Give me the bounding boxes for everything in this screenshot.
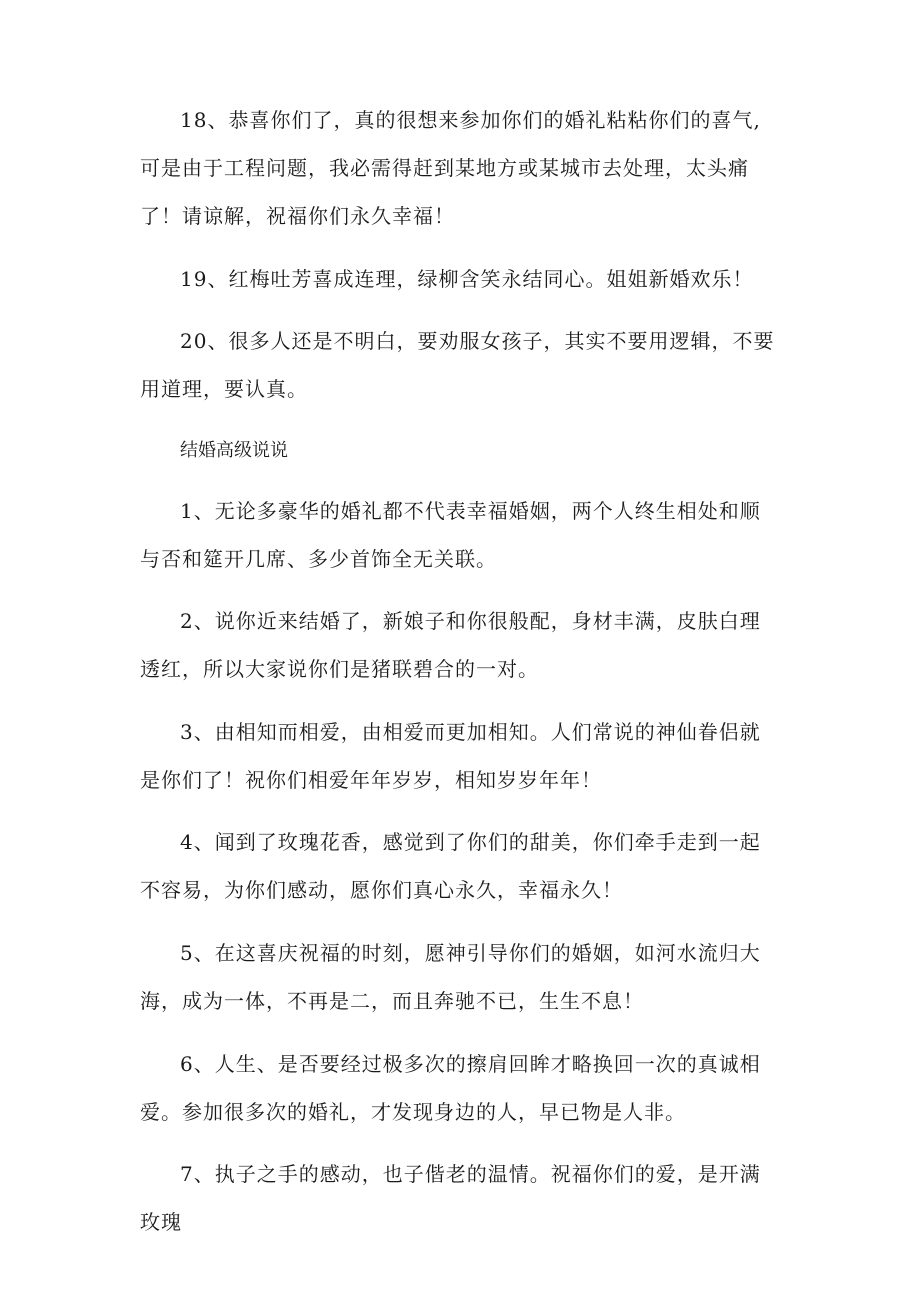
paragraph-4: 4、闻到了玫瑰花香，感觉到了你们的甜美，你们牵手走到一起不容易，为你们感动，愿你们真心永久，幸福永久！ xyxy=(140,830,761,902)
paragraph-19: 19、红梅吐芳喜成连理，绿柳含笑永结同心。姐姐新婚欢乐！ xyxy=(180,267,754,291)
paragraph-7: 7、执子之手的感动，也子偕老的温情。祝福你们的爱，是开满玫瑰 xyxy=(140,1162,761,1234)
paragraph-18: 18、恭喜你们了，真的很想来参加你们的婚礼粘粘你们的喜气,可是由于工程问题，我必需得赶到某地方或某城市去处理，太头痛了！请谅解，祝福你们永久幸福！ xyxy=(140,108,761,228)
section-heading: 结婚高级说说 xyxy=(180,440,288,461)
paragraph-6: 6、人生、是否要经过极多次的擦肩回眸才略换回一次的真诚相爱。参加很多次的婚礼，才发现身边的人，早已物是人非。 xyxy=(140,1052,761,1124)
paragraph-1: 1、无论多豪华的婚礼都不代表幸福婚姻，两个人终生相处和顺与否和筵开几席、多少首饰全无关联。 xyxy=(140,499,761,571)
paragraph-5: 5、在这喜庆祝福的时刻，愿神引导你们的婚姻，如河水流归大海，成为一体，不再是二，而且奔驰不已，生生不息！ xyxy=(140,941,761,1013)
paragraph-3: 3、由相知而相爱，由相爱而更加相知。人们常说的神仙眷侣就是你们了！祝你们相爱年年岁岁，相知岁岁年年！ xyxy=(140,720,761,792)
paragraph-20: 20、很多人还是不明白，要劝服女孩子，其实不要用逻辑，不要用道理，要认真。 xyxy=(140,329,775,401)
paragraph-2: 2、说你近来结婚了，新娘子和你很般配，身材丰满，皮肤白理透红，所以大家说你们是猪联碧合的一对。 xyxy=(140,609,761,681)
